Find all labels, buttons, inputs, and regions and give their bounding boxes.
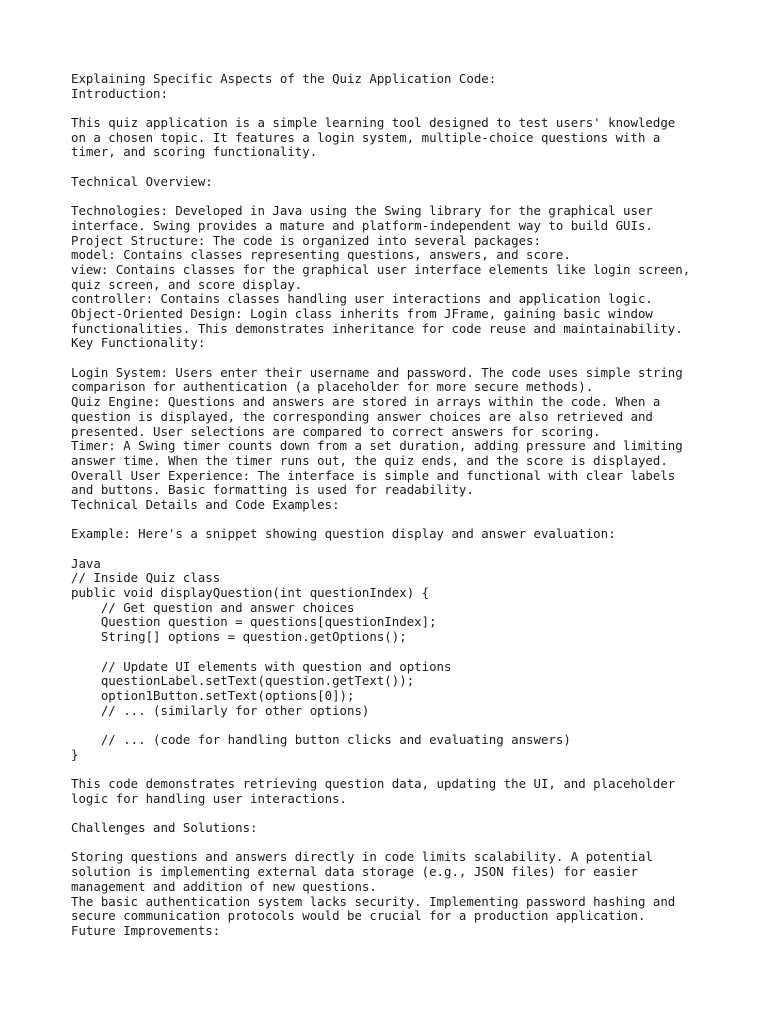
document-line: quiz screen, and score display. bbox=[71, 276, 303, 292]
document-line: logic for handling user interactions. bbox=[71, 790, 348, 806]
document-line: on a chosen topic. It features a login system, multiple-choice questions with a bbox=[71, 129, 661, 145]
document-line: Technologies: Developed in Java using the Swing library for the graphical user bbox=[71, 203, 653, 219]
document-line bbox=[71, 351, 731, 366]
document-line bbox=[71, 645, 731, 660]
document-line: option1Button.setText(options[0]); bbox=[71, 687, 355, 703]
document-line bbox=[71, 718, 731, 733]
document-line: view: Contains classes for the graphical user interface elements like login screen, bbox=[71, 261, 691, 277]
document-line: presented. User selections are compared to correct answers for scoring. bbox=[71, 423, 601, 439]
document-line: Key Functionality: bbox=[71, 335, 206, 351]
document-line bbox=[71, 190, 731, 205]
document-line: String[] options = question.getOptions(); bbox=[71, 629, 407, 645]
document-line bbox=[71, 836, 731, 851]
document-line bbox=[71, 762, 731, 777]
document-line: question is displayed, the corresponding answer choices are also retrieved and bbox=[71, 408, 653, 424]
document-line: Storing questions and answers directly in code limits scalability. A potential bbox=[71, 849, 653, 865]
document-line: Challenges and Solutions: bbox=[71, 820, 258, 836]
document-line bbox=[71, 542, 731, 557]
document-line: Question question = questions[questionIndex]; bbox=[71, 614, 437, 630]
document-line: Java bbox=[71, 555, 101, 571]
document-line: secure communication protocols would be crucial for a production application. bbox=[71, 908, 646, 924]
document-line: Technical Details and Code Examples: bbox=[71, 496, 340, 512]
document-line: Quiz Engine: Questions and answers are stored in arrays within the code. When a bbox=[71, 394, 661, 410]
document-line bbox=[71, 806, 731, 821]
document-line: questionLabel.setText(question.getText()); bbox=[71, 673, 415, 689]
document-line: This quiz application is a simple learning tool designed to test users' knowledge bbox=[71, 115, 676, 131]
document-line: // Update UI elements with question and options bbox=[71, 658, 452, 674]
document-line: functionalities. This demonstrates inheritance for code reuse and maintainability. bbox=[71, 320, 683, 336]
document-line bbox=[71, 101, 731, 116]
document-line: Introduction: bbox=[71, 85, 168, 101]
document-line: The basic authentication system lacks security. Implementing password hashing and bbox=[71, 893, 676, 909]
document-line bbox=[71, 513, 731, 528]
document-line bbox=[71, 160, 731, 175]
document-text bbox=[71, 72, 731, 939]
document-line: // Inside Quiz class bbox=[71, 570, 221, 586]
document-line: timer, and scoring functionality. bbox=[71, 144, 318, 160]
document-line: management and addition of new questions. bbox=[71, 878, 377, 894]
document-line: and buttons. Basic formatting is used for readability. bbox=[71, 482, 474, 498]
document-line: // ... (similarly for other options) bbox=[71, 702, 370, 718]
document-line: Overall User Experience: The interface is simple and functional with clear labels bbox=[71, 467, 676, 483]
document-line: interface. Swing provides a mature and platform-independent way to build GUIs. bbox=[71, 217, 653, 233]
document-line: Project Structure: The code is organized into several packages: bbox=[71, 232, 541, 248]
document-line: answer time. When the timer runs out, the quiz ends, and the score is displayed. bbox=[71, 452, 668, 468]
document-line: Technical Overview: bbox=[71, 173, 213, 189]
document-line: public void displayQuestion(int questionIndex) { bbox=[71, 585, 430, 601]
document-line: // ... (code for handling button clicks and evaluating answers) bbox=[71, 731, 571, 747]
document-line: } bbox=[71, 746, 79, 762]
document-line: Example: Here's a snippet showing question display and answer evaluation: bbox=[71, 526, 616, 542]
document-line: Object-Oriented Design: Login class inherits from JFrame, gaining basic window bbox=[71, 306, 653, 321]
document-line: This code demonstrates retrieving question data, updating the UI, and placeholder bbox=[71, 776, 676, 791]
document-line: Future Improvements: bbox=[71, 922, 221, 938]
document-line: comparison for authentication (a placeholder for more secure methods). bbox=[71, 379, 594, 395]
document-line: Timer: A Swing timer counts down from a set duration, adding pressure and limiting bbox=[71, 438, 683, 454]
document-line: controller: Contains classes handling user interactions and application logic. bbox=[71, 291, 653, 307]
document-line: model: Contains classes representing questions, answers, and score. bbox=[71, 247, 571, 263]
document-line: // Get question and answer choices bbox=[71, 599, 355, 615]
document-line: Login System: Users enter their username and password. The code uses simple string bbox=[71, 364, 683, 380]
document-line: solution is implementing external data storage (e.g., JSON files) for easier bbox=[71, 864, 638, 880]
document-line: Explaining Specific Aspects of the Quiz Application Code: bbox=[71, 71, 497, 86]
